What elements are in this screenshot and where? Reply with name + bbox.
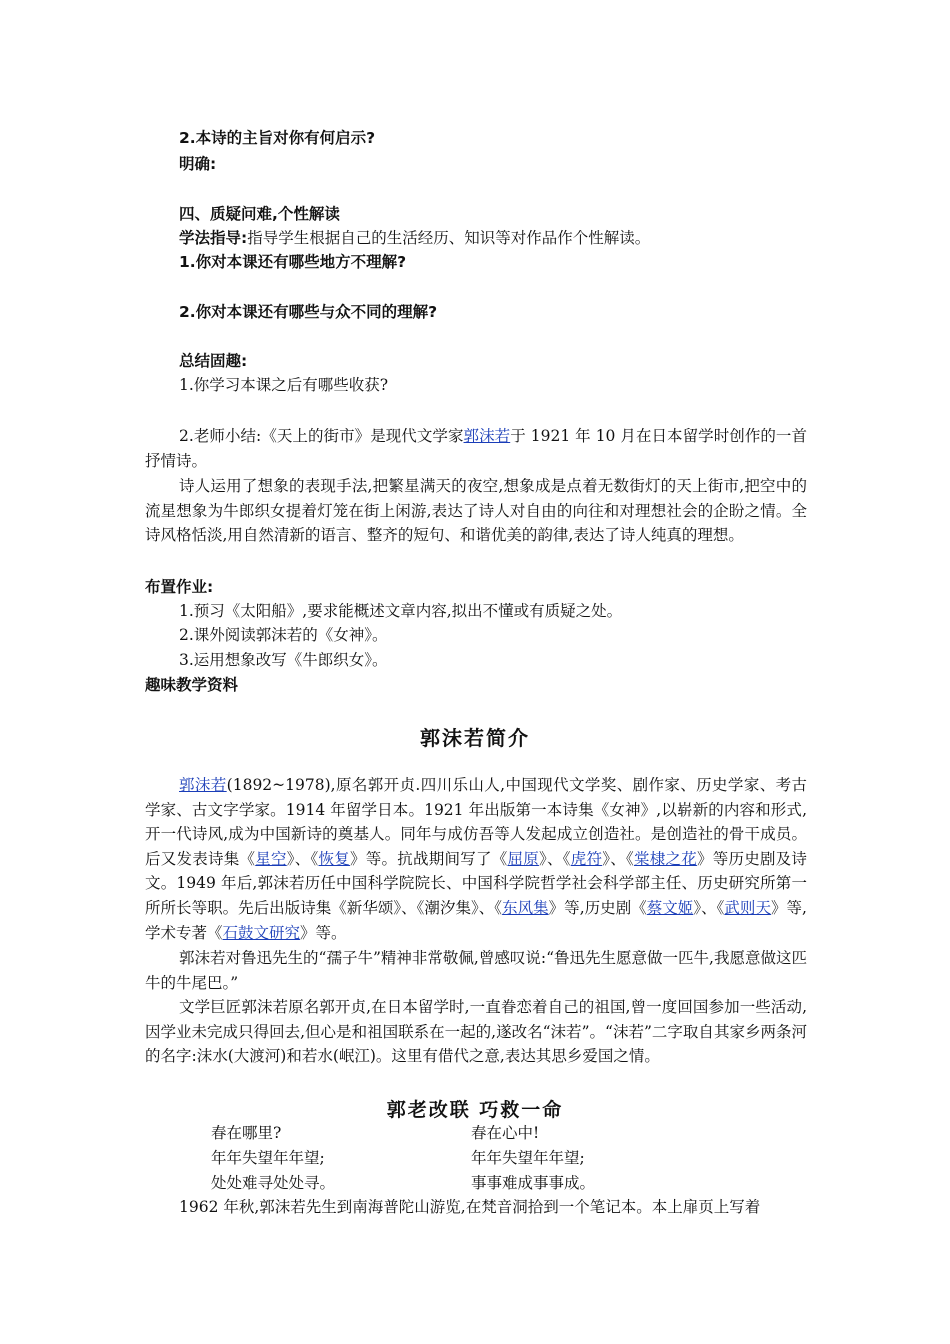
link-tangdi[interactable]: 棠棣之花 [633,849,697,868]
homework-item: 3.运用想象改写《牛郎织女》。 [179,651,388,669]
resources-label: 趣味教学资料 [145,676,239,694]
couplet-right-line: 年年失望年年望; [471,1149,585,1167]
homework-item: 1.预习《太阳船》,要求能概述文章内容,拟出不懂或有质疑之处。 [179,602,623,620]
link-huifu[interactable]: 恢复 [318,849,350,868]
couplet-right-line: 春在心中! [471,1124,540,1142]
couplet-title: 郭老改联 巧救一命 [386,1099,564,1121]
question-unique: 2.你对本课还有哪些与众不同的理解? [179,303,438,321]
link-guomoruo[interactable]: 郭沫若 [179,776,227,794]
bio-paragraph: 郭沫若(1892~1978),原名郭开贞.四川乐山人,中国现代文学奖、剧作家、历史学家、考古学家、古文字学家。1914 年留学日本。1921 年出版第一本诗集《女神》,以崭新的内容和形式,开一代诗风,成为中国新诗的奠基人。同年与成仿吾等人发起成立创造社。是创造社的骨干成员。后又发表诗集《星空》、《恢复》等。抗战期间写了《屈原》、《虎符》、《棠棣之花》等历史剧及诗文。1949 年后,郭沫若历任中国科学院院长、中国科学院哲学社会科学部主任、历史研究所第一所所长等职。先后出版诗集《新华颂》、《潮汐集》、《东风集》等,历史剧《蔡文姬》、《武则天》等,学术专著《石鼓文研究》等。 [145,776,807,942]
couplet-left-line: 处处难寻处处寻。 [211,1174,336,1192]
link-dongfeng[interactable]: 东风集 [502,898,549,917]
couplet-left-line: 春在哪里? [211,1124,282,1142]
link-quyuan[interactable]: 屈原 [507,849,539,868]
link-shigu[interactable]: 石鼓文研究 [222,923,301,942]
luxun-paragraph: 郭沫若对鲁迅先生的“孺子牛”精神非常敬佩,曾感叹说:“鲁迅先生愿意做一匹牛,我愿意做这匹牛的牛尾巴。” [145,949,807,992]
link-wuzetian[interactable]: 武则天 [724,898,771,917]
summary-question: 1.你学习本课之后有哪些收获? [179,376,389,394]
answer-label: 明确: [179,155,217,173]
section-heading-4: 四、质疑问难,个性解读 [179,205,340,223]
method-label: 学法指导: [179,229,248,247]
method-text: 指导学生根据自己的生活经历、知识等对作品作个性解读。 [247,229,651,247]
couplet-story: 1962 年秋,郭沫若先生到南海普陀山游览,在梵音洞拾到一个笔记本。本上扉页上写着 [179,1198,761,1216]
teacher-summary: 2.老师小结:《天上的街市》是现代文学家郭沫若于 1921 年 10 月在日本留学时创作的一首抒情诗。 [145,427,807,470]
couplet-left-line: 年年失望年年望; [211,1149,325,1167]
question-2: 2.本诗的主旨对你有何启示? [179,129,376,147]
couplet-right-line: 事事难成事事成。 [471,1174,596,1192]
question-unclear: 1.你对本课还有哪些地方不理解? [179,253,407,271]
link-guomoruo[interactable]: 郭沫若 [463,427,511,445]
link-hufu[interactable]: 虎符 [570,849,603,868]
link-xingkong[interactable]: 星空 [255,849,287,868]
name-origin-paragraph: 文学巨匠郭沫若原名郭开贞,在日本留学时,一直眷恋着自己的祖国,曾一度回国参加一些活动,因学业未完成只得回去,但心是和祖国联系在一起的,遂改名“沫若”。“沫若”二字取自其家乡两条河的名字:沫水(大渡河)和若水(岷江)。这里有借代之意,表达其思乡爱国之情。 [145,998,807,1066]
homework-heading: 布置作业: [145,578,214,596]
link-caiwenji[interactable]: 蔡文姬 [646,898,694,917]
bio-title: 郭沫若简介 [420,726,530,750]
poem-analysis: 诗人运用了想象的表现手法,把繁星满天的夜空,想象成是点着无数街灯的天上街市,把空中的流星想象为牛郎织女提着灯笼在街上闲游,表达了诗人对自由的向往和对理想社会的企盼之情。全诗风格恬淡,用自然清新的语言、整齐的短句、和谐优美的韵律,表达了诗人纯真的理想。 [145,477,807,545]
summary-heading: 总结固趣: [179,352,248,370]
homework-item: 2.课外阅读郭沫若的《女神》。 [179,626,388,644]
method-line [179,226,650,250]
